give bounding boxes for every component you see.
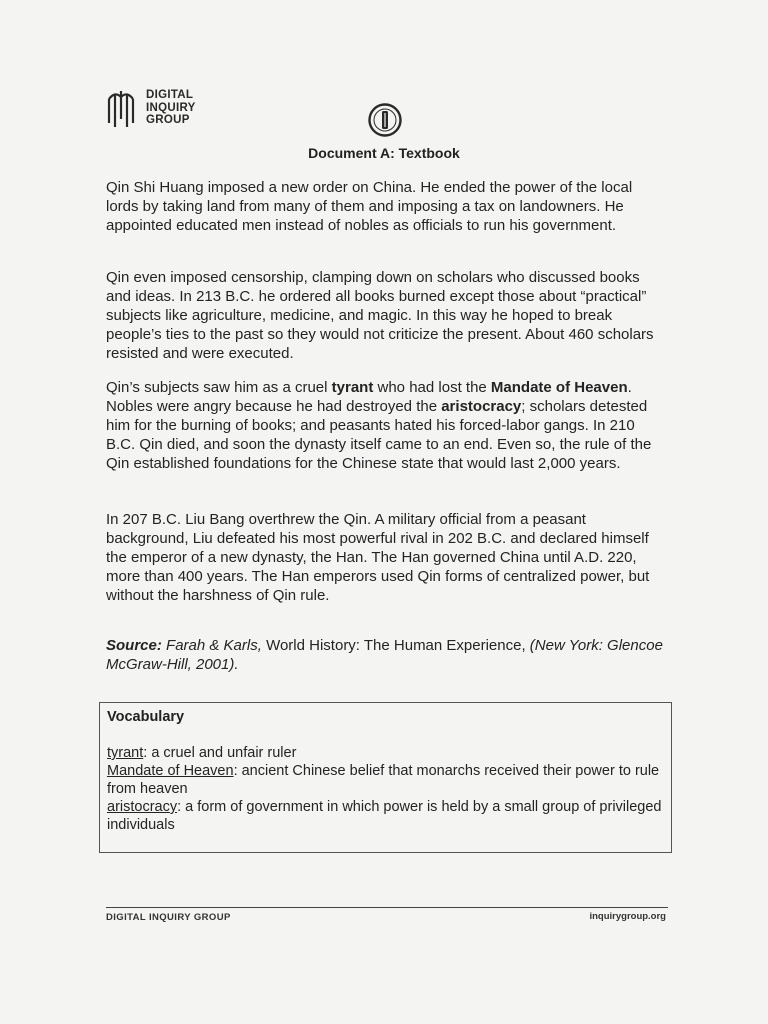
vocabulary-definition: : a cruel and unfair ruler [143,745,297,761]
paragraph-1: Qin Shi Huang imposed a new order on China. He ended the power of the local lords by taking land from many of them and imposing a tax on landowners. He appointed educated men instead of nobles as officials to run his government. [106,179,633,234]
vocabulary-entry [107,762,662,798]
source-label: Source: [106,637,162,654]
paragraph-4: In 207 B.C. Liu Bang overthrew the Qin. A military official from a peasant background, Liu defeated his most powerful rival in 202 B.C. and declared himself the emperor of a new dynasty, the Han. The Han governed China until A.D. 220, more than 400 years. The Han emperors used Qin forms of centralized power, but without the harshness of Qin rule. [106,511,650,604]
paragraph-3-part: Qin’s subjects saw him as a cruel [106,379,332,396]
source-title: World History: The Human Experience, [261,637,526,654]
paragraph-3-part: . Nobles were angry because he had destroyed the [106,379,632,415]
logo-line-2: INQUIRY [146,101,196,114]
term-tyrant-bold: tyrant [331,379,374,396]
document-title: Document A: Textbook [308,145,460,161]
paragraph-3-part: who had lost the [373,379,491,396]
vocabulary-definition: : ancient Chinese belief that monarchs received their power to rule from heaven [107,763,660,797]
vocabulary-term: tyrant [107,745,144,761]
vocabulary-entry [107,798,662,834]
footer-divider [106,907,668,908]
vocabulary-list [107,744,662,834]
vocabulary-title: Vocabulary [107,709,185,725]
term-aristocracy-bold: aristocracy [441,398,522,415]
dig-logo [106,89,196,129]
paragraph-3-part: ; scholars detested him for the burning of books; and peasants hated his forced-labor gangs. In 210 B.C. Qin died, and soon the dynasty itself came to an end. Even so, the rule of the Qin established foundations for the Chinese state that would last 2,000 years. [106,398,652,472]
term-mandate-bold: Mandate of Heaven [490,379,628,396]
vocabulary-term: aristocracy [107,799,178,815]
source-citation [106,636,676,674]
seal-icon [367,102,403,138]
dig-logo-text [146,89,196,127]
vocabulary-box [99,702,672,853]
paragraph-3 [106,378,666,473]
dig-logo-icon [106,89,140,129]
paragraph-2: Qin even imposed censorship, clamping down on scholars who discussed books and ideas. In 213 B.C. he ordered all books burned except those about “practical” subjects like agriculture, medicine, and magic. In this way he hoped to break people’s ties to the past so they would not criticize the present. About 460 scholars resisted and were executed. [106,269,654,362]
vocabulary-term: Mandate of Heaven [107,763,234,779]
vocabulary-definition: : a form of government in which power is held by a small group of privileged individuals [107,799,662,833]
source-publisher: (New York: Glencoe McGraw-Hill, 2001). [106,637,663,673]
source-authors: Farah & Karls, [161,637,262,654]
footer-org-name: DIGITAL INQUIRY GROUP [106,912,231,923]
vocabulary-entry [107,744,662,762]
logo-line-1: DIGITAL [146,89,194,101]
footer-website: inquirygroup.org [589,911,666,922]
logo-line-3: GROUP [146,114,190,126]
